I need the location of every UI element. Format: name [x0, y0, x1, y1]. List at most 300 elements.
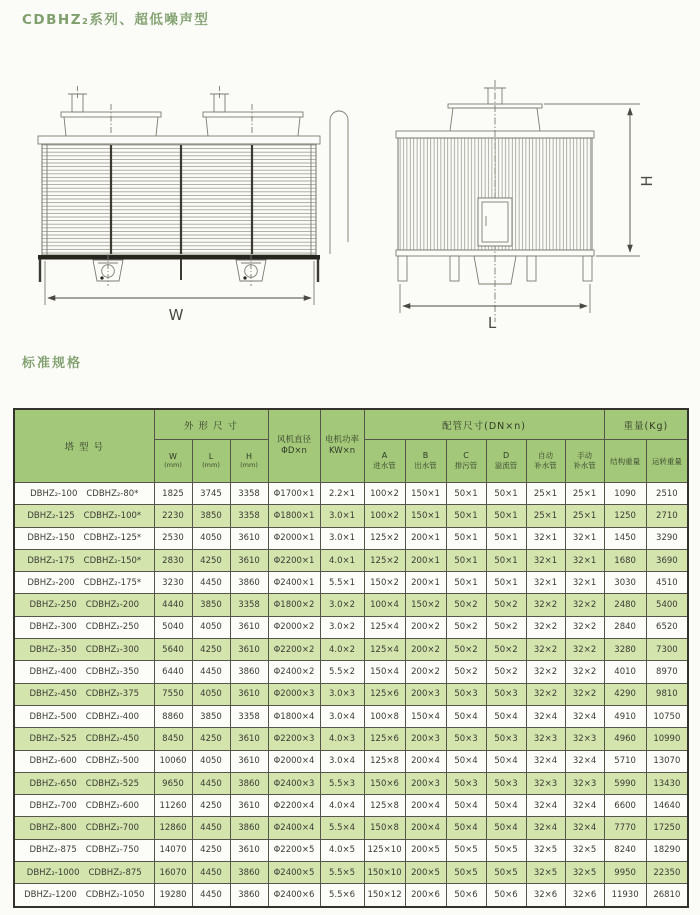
- cell: 3850: [192, 594, 230, 616]
- cell: 4440: [154, 594, 192, 616]
- cell: 2.2×1: [320, 483, 364, 505]
- cell: 150×10: [364, 862, 405, 884]
- model-cell: [14, 683, 154, 705]
- cell: 50×2: [486, 616, 526, 638]
- header-line: KW×n: [328, 446, 356, 456]
- cell: 7770: [604, 817, 646, 839]
- model-cell: [14, 661, 154, 683]
- col-header-weight: 重量(Kg): [604, 409, 688, 440]
- cell: 3610: [230, 795, 268, 817]
- cell: 4450: [192, 884, 230, 907]
- cell: 3610: [230, 616, 268, 638]
- model-cdbhz: CDBHZ₂-525: [85, 778, 140, 789]
- cell: 32×2: [565, 594, 604, 616]
- cell: 50×4: [486, 750, 526, 772]
- cell: 200×5: [405, 862, 446, 884]
- cell: 32×1: [526, 527, 565, 549]
- cell: 50×3: [446, 772, 486, 794]
- cell: 125×8: [364, 750, 405, 772]
- cell: 4050: [192, 616, 230, 638]
- cell: 50×5: [486, 839, 526, 861]
- model-cdbhz: CDBHZ₂-80*: [86, 488, 139, 499]
- section-title: 标准规格: [22, 356, 83, 371]
- model-cdbhz: CDBHZ₂-150*: [83, 555, 142, 566]
- model-dbhz: DBHZ₂-175: [27, 555, 75, 566]
- cell: 125×8: [364, 795, 405, 817]
- cell: 50×4: [486, 705, 526, 727]
- header-line: W: [169, 451, 177, 461]
- cell: 32×4: [526, 750, 565, 772]
- cell: 2510: [646, 483, 688, 505]
- cell: 200×4: [405, 795, 446, 817]
- header-line: 排污管: [454, 461, 478, 471]
- cell: 150×2: [364, 572, 405, 594]
- cell: 3850: [192, 505, 230, 527]
- table-row: [14, 594, 688, 616]
- model-cdbhz: CDBHZ₂-600: [85, 800, 140, 811]
- cell: 32×1: [565, 572, 604, 594]
- cell: 3358: [230, 594, 268, 616]
- cell: 8240: [604, 839, 646, 861]
- model-dbhz: DBHZ₂-300: [29, 622, 77, 633]
- cell: Φ1800×2: [268, 594, 320, 616]
- cell: 5.5×2: [320, 661, 364, 683]
- model-dbhz: DBHZ₂-875: [29, 845, 77, 856]
- col-subheader-h: [230, 440, 268, 483]
- col-header-fan-diameter: [268, 409, 320, 483]
- cell: 7300: [646, 639, 688, 661]
- cell: 32×5: [526, 862, 565, 884]
- cell: 50×3: [486, 683, 526, 705]
- cell: 3610: [230, 527, 268, 549]
- model-cell: [14, 772, 154, 794]
- cell: 50×3: [446, 683, 486, 705]
- col-subheader-inlet: [364, 440, 405, 483]
- model-cell: [14, 549, 154, 571]
- dim-label-h: H: [638, 175, 656, 187]
- model-cell: [14, 594, 154, 616]
- cell: 10060: [154, 750, 192, 772]
- cell: 32×3: [526, 772, 565, 794]
- cell: 1250: [604, 505, 646, 527]
- model-dbhz: DBHZ₂-1200: [24, 889, 77, 900]
- cell: 32×6: [526, 884, 565, 907]
- cell: 1825: [154, 483, 192, 505]
- cell: 22350: [646, 862, 688, 884]
- fan-unit: [61, 86, 161, 136]
- cell: 50×1: [486, 572, 526, 594]
- cell: 3358: [230, 483, 268, 505]
- cell: 50×1: [486, 483, 526, 505]
- header-line: C: [463, 450, 469, 460]
- cell: 18290: [646, 839, 688, 861]
- cell: 32×1: [526, 572, 565, 594]
- header-line: 出水管: [414, 461, 437, 471]
- cell: 50×4: [446, 795, 486, 817]
- model-dbhz: DBHZ₂-150: [27, 533, 75, 544]
- cell: 4.0×4: [320, 795, 364, 817]
- cell: 50×3: [486, 772, 526, 794]
- model-cdbhz: CDBHZ₂-875: [88, 867, 142, 878]
- cell: 3358: [230, 505, 268, 527]
- model-cdbhz: CDBHZ₂-400: [85, 711, 140, 722]
- cell: 3610: [230, 728, 268, 750]
- cell: 3.0×1: [320, 505, 364, 527]
- cell: 4450: [192, 661, 230, 683]
- model-dbhz: DBHZ₂-250: [29, 600, 77, 611]
- cell: 50×4: [446, 705, 486, 727]
- col-header-motor-power: [320, 409, 364, 483]
- cell: 50×2: [446, 661, 486, 683]
- col-subheader-w: [154, 440, 192, 483]
- cell: 50×3: [446, 728, 486, 750]
- cell: 150×6: [364, 772, 405, 794]
- cell: Φ2400×3: [268, 772, 320, 794]
- col-subheader-structure-weight: 结构重量: [604, 440, 646, 483]
- cell: 50×1: [446, 505, 486, 527]
- cell: 4250: [192, 639, 230, 661]
- col-subheader-auto-makeup: [526, 440, 565, 483]
- spec-table-header: [14, 409, 688, 483]
- cell: 4250: [192, 795, 230, 817]
- dim-label-w: W: [168, 306, 184, 324]
- cell: Φ2400×6: [268, 884, 320, 907]
- front-view-diagram: [18, 64, 366, 332]
- cell: 2710: [646, 505, 688, 527]
- cell: Φ2400×1: [268, 572, 320, 594]
- cell: 200×5: [405, 839, 446, 861]
- cell: 50×1: [486, 549, 526, 571]
- cell: 3860: [230, 572, 268, 594]
- cell: 32×6: [565, 884, 604, 907]
- col-header-dimensions: 外 形 尺 寸: [154, 409, 268, 440]
- table-row: [14, 572, 688, 594]
- cell: 32×4: [565, 795, 604, 817]
- cell: 17250: [646, 817, 688, 839]
- table-row: [14, 795, 688, 817]
- cell: 3610: [230, 683, 268, 705]
- cell: 1680: [604, 549, 646, 571]
- cell: 3030: [604, 572, 646, 594]
- header-line: ΦD×n: [281, 446, 307, 456]
- cell: 200×6: [405, 884, 446, 907]
- table-row: [14, 750, 688, 772]
- cell: 1450: [604, 527, 646, 549]
- model-cell: [14, 839, 154, 861]
- cell: 11260: [154, 795, 192, 817]
- cell: 14070: [154, 839, 192, 861]
- cell: 200×3: [405, 683, 446, 705]
- cell: 4450: [192, 817, 230, 839]
- cell: 4050: [192, 527, 230, 549]
- cell: 200×1: [405, 549, 446, 571]
- cell: 125×2: [364, 549, 405, 571]
- header-line: (mm): [240, 461, 258, 470]
- model-cdbhz: CDBHZ₂-450: [85, 733, 140, 744]
- cell: 4290: [604, 683, 646, 705]
- cell: 5.5×3: [320, 772, 364, 794]
- model-dbhz: DBHZ₂-200: [27, 577, 75, 588]
- cell: 3.0×1: [320, 527, 364, 549]
- header-line: 电机功率: [325, 434, 360, 445]
- model-dbhz: DBHZ₂-1000: [26, 867, 80, 878]
- model-dbhz: DBHZ₂-500: [29, 711, 77, 722]
- cell: 1090: [604, 483, 646, 505]
- col-header-pipes: 配管尺寸(DN×n): [364, 409, 604, 440]
- model-cdbhz: CDBHZ₂-250: [85, 622, 140, 633]
- cell: 5400: [646, 594, 688, 616]
- table-row: [14, 817, 688, 839]
- header-line: 溢流管: [494, 461, 518, 471]
- cell: 10750: [646, 705, 688, 727]
- cell: 4250: [192, 839, 230, 861]
- header-line: A: [381, 450, 388, 460]
- cell: 8450: [154, 728, 192, 750]
- cell: 32×3: [565, 728, 604, 750]
- cell: 3.0×2: [320, 594, 364, 616]
- cell: 32×4: [565, 817, 604, 839]
- cell: 50×5: [446, 839, 486, 861]
- cell: 32×4: [565, 705, 604, 727]
- cell: 9650: [154, 772, 192, 794]
- cell: 3860: [230, 817, 268, 839]
- table-row: [14, 862, 688, 884]
- cell: 50×1: [446, 483, 486, 505]
- col-subheader-l: [192, 440, 230, 483]
- cell: 4250: [192, 728, 230, 750]
- model-cell: [14, 483, 154, 505]
- table-row: [14, 483, 688, 505]
- cell: 4910: [604, 705, 646, 727]
- cell: 32×2: [526, 683, 565, 705]
- cell: 3860: [230, 862, 268, 884]
- cell: 4450: [192, 572, 230, 594]
- fan-unit: [203, 86, 303, 136]
- model-cell: [14, 750, 154, 772]
- model-cell: [14, 639, 154, 661]
- cell: 5.5×4: [320, 817, 364, 839]
- cell: 5990: [604, 772, 646, 794]
- cell: 100×8: [364, 705, 405, 727]
- cell: 3860: [230, 884, 268, 907]
- header-line: 自动: [538, 451, 554, 461]
- cell: 32×2: [565, 639, 604, 661]
- cell: 32×4: [526, 817, 565, 839]
- model-cell: [14, 705, 154, 727]
- cell: Φ2400×2: [268, 661, 320, 683]
- cell: 32×4: [526, 795, 565, 817]
- dimension-w: [45, 261, 314, 324]
- model-dbhz: DBHZ₂-600: [29, 756, 77, 767]
- cell: 4450: [192, 772, 230, 794]
- cell: 3860: [230, 772, 268, 794]
- model-cell: [14, 817, 154, 839]
- model-cell: [14, 728, 154, 750]
- model-dbhz: DBHZ₂-350: [29, 644, 77, 655]
- cell: Φ2400×4: [268, 817, 320, 839]
- cell: 4250: [192, 549, 230, 571]
- model-cdbhz: CDBHZ₂-175*: [83, 577, 142, 588]
- col-subheader-outlet: [405, 440, 446, 483]
- cell: 10990: [646, 728, 688, 750]
- cell: 200×1: [405, 572, 446, 594]
- cell: Φ2200×1: [268, 549, 320, 571]
- table-row: [14, 839, 688, 861]
- side-view-diagram: [378, 60, 682, 342]
- cell: 7550: [154, 683, 192, 705]
- cell: 200×4: [405, 750, 446, 772]
- cell: 2480: [604, 594, 646, 616]
- cell: 25×1: [565, 505, 604, 527]
- cell: 3690: [646, 549, 688, 571]
- technical-drawings: [18, 60, 682, 342]
- cell: 50×2: [486, 594, 526, 616]
- cell: 19280: [154, 884, 192, 907]
- model-dbhz: DBHZ₂-100: [30, 488, 78, 499]
- table-row: [14, 772, 688, 794]
- cell: 8970: [646, 661, 688, 683]
- cell: 3745: [192, 483, 230, 505]
- cell: 25×1: [565, 483, 604, 505]
- access-door: [478, 198, 512, 246]
- cell: Φ2000×4: [268, 750, 320, 772]
- cell: 150×4: [364, 661, 405, 683]
- cell: 200×1: [405, 527, 446, 549]
- cell: Φ1800×1: [268, 505, 320, 527]
- cell: 32×1: [565, 549, 604, 571]
- model-cdbhz: CDBHZ₂-500: [85, 756, 140, 767]
- cell: 50×2: [446, 616, 486, 638]
- model-cell: [14, 505, 154, 527]
- table-row: [14, 505, 688, 527]
- model-cdbhz: CDBHZ₂-100*: [83, 510, 142, 521]
- col-subheader-manual-makeup: [565, 440, 604, 483]
- cell: 32×2: [565, 683, 604, 705]
- cell: 9950: [604, 862, 646, 884]
- cell: 50×2: [446, 639, 486, 661]
- model-cdbhz: CDBHZ₂-700: [85, 823, 140, 834]
- header-line: B: [422, 450, 429, 460]
- cell: 3.0×4: [320, 750, 364, 772]
- cell: 200×2: [405, 639, 446, 661]
- cell: 4450: [192, 862, 230, 884]
- col-subheader-drain: [446, 440, 486, 483]
- header-line: 手动: [577, 451, 593, 461]
- cell: 32×4: [565, 750, 604, 772]
- cell: 50×4: [486, 817, 526, 839]
- header-line: 风机直径: [277, 434, 312, 445]
- cell: 32×2: [526, 594, 565, 616]
- header-line: 补水管: [573, 461, 596, 470]
- cell: 3860: [230, 661, 268, 683]
- cell: 5.5×6: [320, 884, 364, 907]
- cell: 16070: [154, 862, 192, 884]
- cell: 200×4: [405, 817, 446, 839]
- cell: 200×2: [405, 661, 446, 683]
- cell: 4010: [604, 661, 646, 683]
- cell: 125×2: [364, 527, 405, 549]
- cell: 150×8: [364, 817, 405, 839]
- col-subheader-operating-weight: 运转重量: [646, 440, 688, 483]
- cell: 50×1: [486, 527, 526, 549]
- cell: 3358: [230, 705, 268, 727]
- model-dbhz: DBHZ₂-650: [29, 778, 77, 789]
- cell: 13070: [646, 750, 688, 772]
- model-cdbhz: CDBHZ₂-1050: [85, 889, 145, 900]
- cell: 50×4: [486, 795, 526, 817]
- cell: 125×6: [364, 728, 405, 750]
- cell: 32×5: [526, 839, 565, 861]
- cell: 32×3: [565, 772, 604, 794]
- riser-pipe: [330, 111, 348, 254]
- cell: 100×2: [364, 483, 405, 505]
- table-row: [14, 728, 688, 750]
- table-row: [14, 884, 688, 907]
- cell: 8860: [154, 705, 192, 727]
- cell: 50×5: [446, 862, 486, 884]
- cell: 32×2: [565, 616, 604, 638]
- model-dbhz: DBHZ₂-400: [29, 667, 77, 678]
- cell: 32×2: [526, 661, 565, 683]
- cell: 12860: [154, 817, 192, 839]
- model-dbhz: DBHZ₂-525: [29, 733, 77, 744]
- cell: 150×1: [405, 483, 446, 505]
- cell: 50×2: [486, 661, 526, 683]
- cell: 4960: [604, 728, 646, 750]
- cell: Φ1700×1: [268, 483, 320, 505]
- cell: Φ2000×2: [268, 616, 320, 638]
- cell: Φ2400×5: [268, 862, 320, 884]
- cell: 50×1: [446, 527, 486, 549]
- cell: Φ1800×4: [268, 705, 320, 727]
- model-dbhz: DBHZ₂-700: [29, 800, 77, 811]
- cell: 100×2: [364, 505, 405, 527]
- header-line: 进水管: [373, 461, 396, 471]
- table-row: [14, 527, 688, 549]
- cell: 3610: [230, 750, 268, 772]
- cell: 25×1: [526, 483, 565, 505]
- table-row: [14, 683, 688, 705]
- cell: 5710: [604, 750, 646, 772]
- cell: 125×4: [364, 616, 405, 638]
- table-row: [14, 705, 688, 727]
- model-dbhz: DBHZ₂-800: [29, 823, 77, 834]
- cell: 4050: [192, 683, 230, 705]
- cell: 4510: [646, 572, 688, 594]
- cell: 32×5: [565, 839, 604, 861]
- cell: 50×4: [446, 817, 486, 839]
- cell: 50×2: [486, 639, 526, 661]
- cell: 125×4: [364, 639, 405, 661]
- model-cdbhz: CDBHZ₂-375: [85, 689, 140, 700]
- cell: 150×1: [405, 505, 446, 527]
- cell: 26810: [646, 884, 688, 907]
- cell: 4.0×3: [320, 728, 364, 750]
- cell: 3230: [154, 572, 192, 594]
- model-dbhz: DBHZ₂-125: [27, 510, 75, 521]
- cell: Φ2200×4: [268, 795, 320, 817]
- cell: Φ2200×2: [268, 639, 320, 661]
- col-subheader-overflow: [486, 440, 526, 483]
- cell: 5640: [154, 639, 192, 661]
- model-cdbhz: CDBHZ₂-125*: [83, 533, 142, 544]
- cell: 50×1: [446, 572, 486, 594]
- cell: 125×10: [364, 839, 405, 861]
- cell: Φ2000×3: [268, 683, 320, 705]
- cell: 4.0×2: [320, 639, 364, 661]
- cell: 32×2: [526, 639, 565, 661]
- top-deck: [38, 136, 320, 144]
